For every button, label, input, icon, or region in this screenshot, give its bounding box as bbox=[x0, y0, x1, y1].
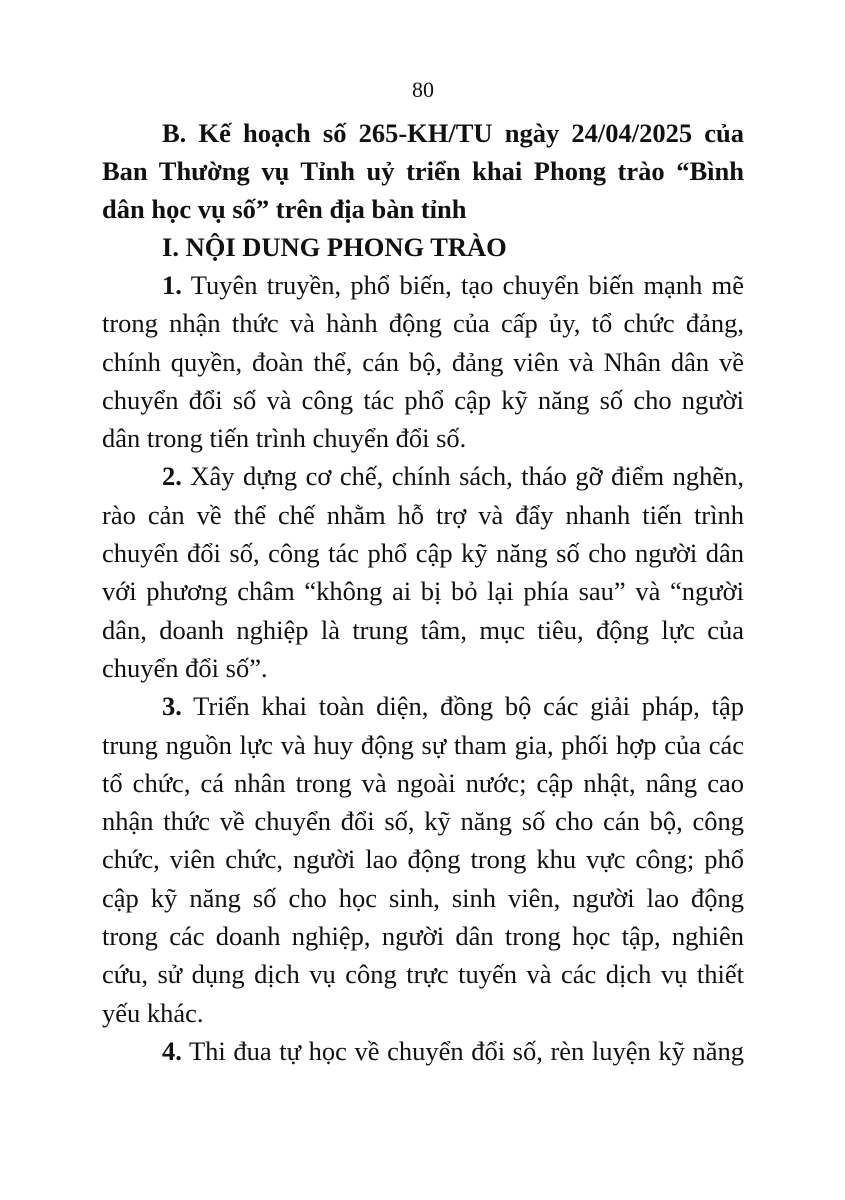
section-title: I. NỘI DUNG PHONG TRÀO bbox=[162, 232, 507, 262]
list-item-2 bbox=[102, 457, 744, 687]
item-text: Xây dựng cơ chế, chính sách, tháo gỡ điểm nghẽn, rào cản về thể chế nhằm hỗ trợ và đẩy nhanh tiến trình chuyển đổi số, công tác phổ cập kỹ năng số cho người dân với phương châm “không ai bị bỏ lại phía sau” và “người dân, doanh nghiệp là trung tâm, mục tiêu, động lực của chuyển đổi số”. bbox=[102, 461, 744, 683]
item-text: Thi đua tự học về chuyển đổi số, rèn luyện kỹ năng bbox=[181, 1035, 744, 1066]
list-item-1 bbox=[102, 266, 744, 457]
item-number: 1. bbox=[162, 270, 182, 300]
document-heading: B. Kế hoạch số 265-KH/TU ngày 24/04/2025 của Ban Thường vụ Tỉnh uỷ triển khai Phong trào “Bình dân học vụ số” trên địa bàn tỉnh bbox=[102, 118, 744, 224]
item-text: Triển khai toàn diện, đồng bộ các giải pháp, tập trung nguồn lực và huy động sự tham gia, phối hợp của các tổ chức, cá nhân trong và ngoài nước; cập nhật, nâng cao nhận thức về chuyển đổi số, kỹ năng số cho cán bộ, công chức, viên chức, người lao động trong khu vực công; phổ cập kỹ năng số cho học sinh, sinh viên, người lao động trong các doanh nghiệp, người dân trong học tập, nghiên cứu, sử dụng dịch vụ công trực tuyến và các dịch vụ thiết yếu khác. bbox=[102, 691, 744, 1028]
list-item-4 bbox=[102, 1032, 744, 1070]
item-number: 2. bbox=[162, 461, 182, 492]
item-text: Tuyên truyền, phổ biến, tạo chuyển biến mạnh mẽ trong nhận thức và hành động của cấp ủy, tổ chức đảng, chính quyền, đoàn thể, cán bộ, đảng viên và Nhân dân về chuyển đổi số và công tác phổ cập kỹ năng số cho người dân trong tiến trình chuyển đổi số. bbox=[102, 270, 744, 454]
item-number: 4. bbox=[162, 1035, 182, 1066]
document-page bbox=[102, 72, 744, 1070]
page-number: 80 bbox=[412, 77, 434, 102]
list-item-3 bbox=[102, 687, 744, 1032]
item-number: 3. bbox=[162, 691, 182, 722]
